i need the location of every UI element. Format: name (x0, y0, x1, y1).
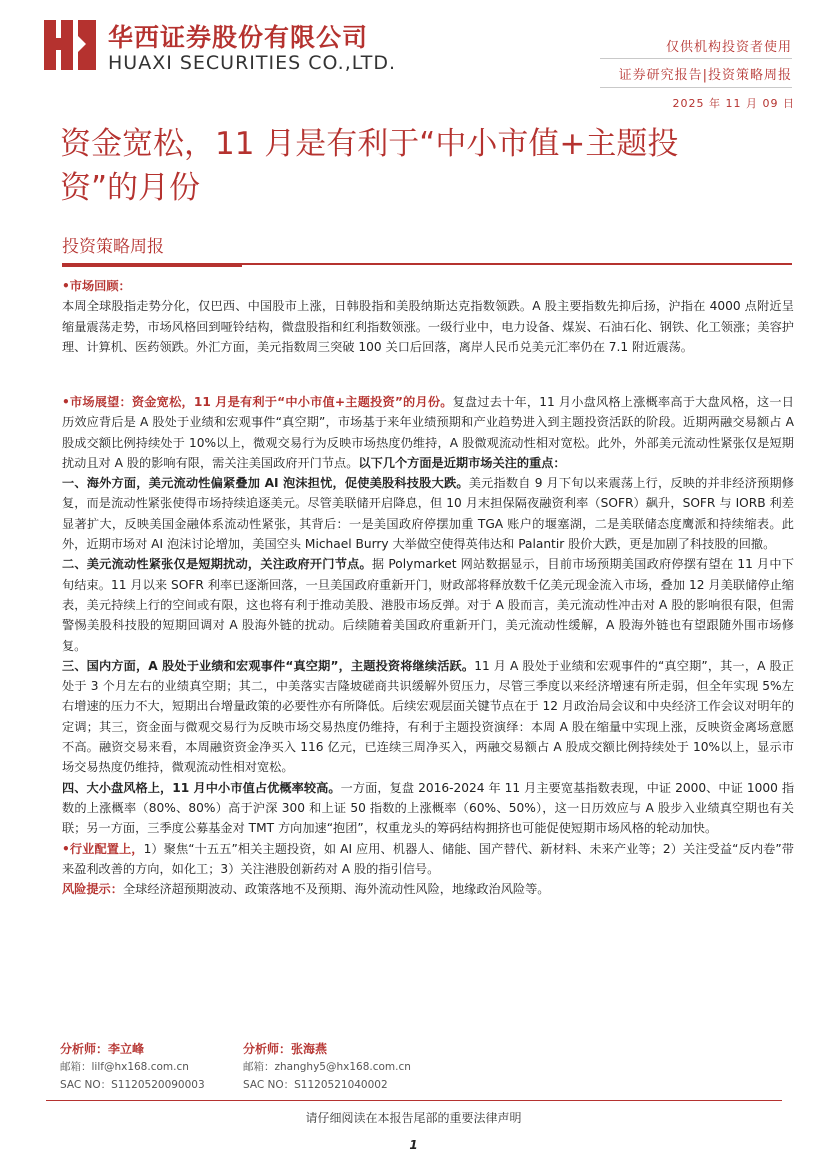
point3-heading: 三、国内方面，A 股处于业绩和宏观事件“真空期”，主题投资将继续活跃。 (62, 658, 475, 673)
company-name-en: HUAXI SECURITIES CO.,LTD. (108, 52, 396, 74)
report-category: 证券研究报告|投资策略周报 (618, 68, 792, 83)
analyst-card (60, 1040, 205, 1094)
outlook-section (62, 392, 794, 899)
analyst-card (243, 1040, 411, 1094)
risk-body: 全球经济超预期波动、政策落地不及预期、海外流动性风险，地缘政治风险等。 (122, 882, 550, 897)
header-divider (600, 58, 792, 59)
point1-body: 美元指数自 9 月下旬以来震荡上行，反映的并非经济预期修复，而是流动性紧张使得市场持续追逐美元。尽管美联储开启降息，但 10 月末担保隔夜融资利率（SOFR）飙升，SOFR 与 IORB 利差显著扩大，反映美国金融体系流动性紧张，其背后：一是美国政府停摆加重 TGA 账户的堰塞湖，二是美联储态度鹰派和持续缩表。此外，近期市场对 AI 泡沫讨论增加，美国空头 Michael Burry 大举做空使得英伟达和 Palantir 股价大跌，更是加剧了科技股的回撤。 (62, 476, 794, 552)
analyst-name: 分析师：张海燕 (243, 1042, 328, 1056)
analyst-email: 邮箱：zhanghy5@hx168.com.cn (243, 1061, 411, 1073)
report-subtitle: 投资策略周报 (62, 237, 164, 257)
analyst-sac: SAC NO：S1120520090003 (60, 1079, 205, 1091)
header-divider (600, 87, 792, 88)
analyst-sac: SAC NO：S1120521040002 (243, 1079, 388, 1091)
page-number: 1 (409, 1138, 418, 1152)
point1-heading: 一、海外方面，美元流动性偏紧叠加 AI 泡沫担忧，促使美股科技股大跌。 (62, 476, 469, 491)
market-review-body: 本周全球股指走势分化，仅巴西、中国股市上涨，日韩股指和美股纳斯达克指数领跌。A 股主要指数先抑后扬，沪指在 4000 点附近呈缩量震荡走势，市场风格回到哑铃结构，微盘股指和红利指数领涨。一级行业中，电力设备、煤炭、石油石化、钢铁、化工领涨；美容护理、计算机、医药领跌。外汇方面，美元指数周三突破 100 关口后回落，离岸人民币兑美元汇率仍在 7.1 附近震荡。 (62, 299, 794, 354)
company-logo-icon (44, 18, 98, 72)
market-review-heading: •市场回顾： (62, 279, 131, 293)
audience-tag: 仅供机构投资者使用 (665, 40, 792, 55)
outlook-heading: •市场展望：资金宽松，11 月是有利于“中小市值+主题投资”的月份。 (62, 395, 453, 409)
market-review-section (62, 276, 794, 357)
legal-notice: 请仔细阅读在本报告尾部的重要法律声明 (305, 1111, 522, 1125)
report-title (60, 122, 790, 210)
report-date: 2025 年 11 月 09 日 (672, 97, 795, 110)
point2-body: 据 Polymarket 网站数据显示，目前市场预期美国政府停摆有望在 11 月中下旬结束。11 月以来 SOFR 利率已逐渐回落，一旦美国政府重新开门，财政部将释放数千亿美元现金流入市场，叠加 12 月美联储停止缩表，美元持续上行的空间或有限，这也将有利于推动美股、港股市场反弹。对于 A 股而言，美元流动性冲击对 A 股的影响很有限，但需警惕美股科技股的短期回调对 A 股海外链的扰动。后续随着美国政府重新开门，美元流动性缓解，A 股海外链也有望跟随外围市场修复。 (62, 557, 794, 653)
allocation-heading: •行业配置上， (62, 841, 144, 856)
footer-divider (46, 1100, 782, 1101)
analyst-name: 分析师：李立峰 (60, 1042, 145, 1056)
point2-heading: 二、美元流动性紧张仅是短期扰动，关注政府开门节点。 (62, 557, 372, 572)
allocation-body: 1）聚焦“十五五”相关主题投资，如 AI 应用、机器人、储能、国产替代、新材料、未来产业等；2）关注受益“反内卷”带来盈利改善的方向，如化工；3）关注港股创新药对 A 股的指引信号。 (62, 841, 794, 876)
outlook-body: 复盘过去十年，11 月小盘风格上涨概率高于大盘风格，这一日历效应背后是 A 股处于业绩和宏观事件“真空期”，市场基于来年业绩预期和产业趋势进入到主题投资活跃的阶段。近期两融交易额占 A 股成交额比例持续处于 10%以上，微观交易行为反映市场热度仍维持，A 股微观流动性相对宽松。此外，外部美元流动性紧张仅是短期扰动且对 A 股的影响有限，需关注美国政府开门节点。 (62, 395, 794, 470)
point3-body: 11 月 A 股处于业绩和宏观事件的“真空期”，其一，A 股正处于 3 个月左右的业绩真空期；其二，中美落实吉隆坡磋商共识缓解外贸压力，尽管三季度以来经济增速有所走弱，但全年实现 5%左右增速的压力不大，短期出台增量政策的必要性亦有所降低。后续宏观层面关键节点在于 12 月政治局会议和中央经济工作会议对明年的定调；其三，资金面与微观交易行为反映市场交易热度仍维持，有利于主题投资演绎：本周 A 股在缩量中实现上涨，反映资金离场意愿不高。融资交易来看，本周融资资金净买入 116 亿元，已连续三周净买入，两融交易额占 A 股成交额比例持续处于 10%以上，显示市场交易热度仍维持，微观流动性相对宽松。 (62, 658, 794, 775)
title-divider-accent (62, 263, 242, 267)
point4-body: 一方面，复盘 2016-2024 年 11 月主要宽基指数表现，中证 2000、中证 1000 指数的上涨概率（80%、80%）高于沪深 300 和上证 50 指数的上涨概率（60%、50%），这一日历效应与 A 股步入业绩真空期也有关联；另一方面，三季度公募基金对 TMT 方向加速“抱团”，权重龙头的筹码结构拥挤也可能促使短期市场风格的轮动加快。 (62, 780, 795, 836)
report-title-line2: 资”的月份 (60, 170, 201, 206)
company-name-cn: 华西证券股份有限公司 (108, 23, 369, 52)
report-title-line1: 资金宽松，11 月是有利于“中小市值+主题投 (60, 126, 679, 162)
outlook-tail: 以下几个方面是近期市场关注的重点： (358, 455, 566, 470)
risk-heading: 风险提示： (62, 882, 123, 897)
analyst-email: 邮箱：lilf@hx168.com.cn (60, 1061, 189, 1073)
point4-heading: 四、大小盘风格上，11 月中小市值占优概率较高。 (62, 780, 341, 795)
